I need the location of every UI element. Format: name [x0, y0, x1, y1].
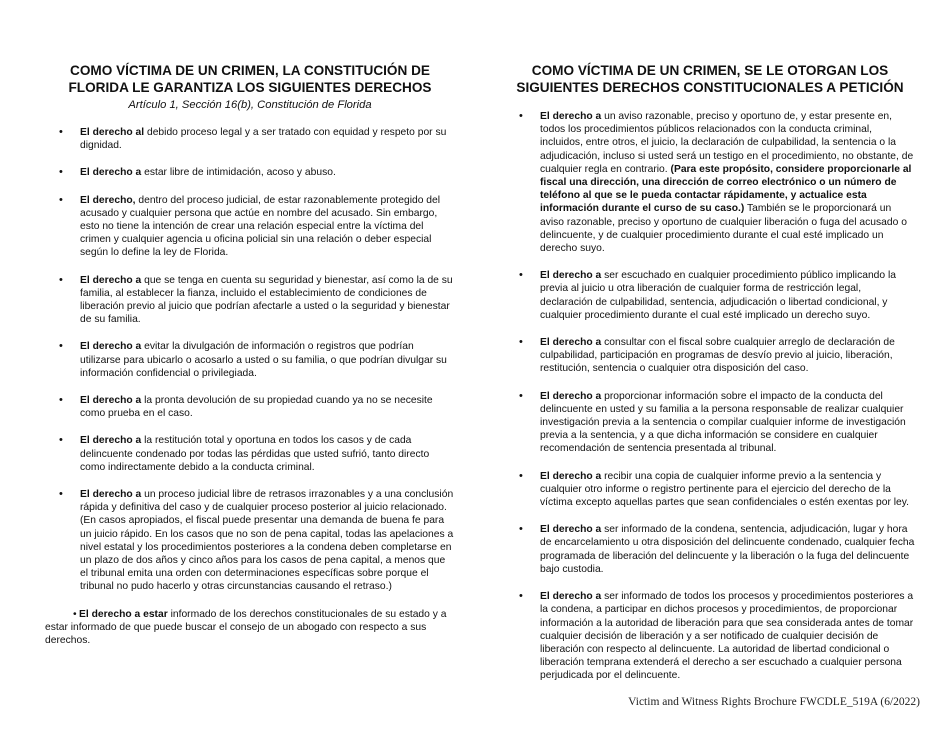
footer-document-id: Victim and Witness Rights Brochure FWCDLE_519A (6/2022) [628, 696, 920, 708]
list-item: • El derecho a estar informado de los derechos constitucionales de su estado y a estar informado de que puede buscar el consejo de un abogado con respecto a sus derechos. [45, 608, 447, 647]
list-item: • El derecho a que se tenga en cuenta su seguridad y bienestar, así como la de su familia, al establecer la fianza, incluido el establecimiento de condiciones de liberación previo al juicio que podrían afectarle a usted o la seguridad y bienestar de su familia. [45, 274, 455, 327]
list-item: • El derecho a ser escuchado en cualquier procedimiento público implicando la previa al juicio u otra liberación de cualquier forma de restricción legal, declaración de culpabilidad, sentencia, adjudicación o libertad condicional, y cualquier procedimiento durante el cual esté implicado un derecho suyo. [505, 269, 915, 322]
list-item: • El derecho a proporcionar información sobre el impacto de la conducta del delincuente en usted y su familia a la persona responsable de realizar cualquier investigación previa a la sentencia o compilar cualquier informe de investigación previa a la sentencia, y a que dicha información se considere en cualquier recomendación de sentencia presentada al tribunal. [505, 390, 915, 456]
right-heading: COMO VÍCTIMA DE UN CRIMEN, SE LE OTORGAN LOS SIGUIENTES DERECHOS CONSTITUCIONALES A PETICIÓN [516, 63, 904, 95]
list-item: • El derecho al debido proceso legal y a ser tratado con equidad y respeto por su dignidad. [45, 126, 455, 152]
list-item: • El derecho a recibir una copia de cualquier informe previo a la sentencia y cualquier otro informe o registro pertinente para el ejercicio del derecho de la víctima excepto aquellas partes que sean confidenciales o estén exentas por ley. [505, 470, 915, 510]
right-rights-list [505, 110, 915, 683]
left-heading: COMO VÍCTIMA DE UN CRIMEN, LA CONSTITUCIÓN DE FLORIDA LE GARANTIZA LOS SIGUIENTES DERECHOS [68, 63, 432, 95]
list-item: • El derecho a ser informado de la condena, sentencia, adjudicación, lugar y hora de encarcelamiento u otra disposición del delincuente condenado, cualquier fecha programada de liberación del delincuente y la liberación o la fuga del delincuente bajo custodia. [505, 523, 915, 576]
left-subtitle: Artículo 1, Sección 16(b), Constitución de Florida [128, 99, 372, 111]
list-item: • El derecho a un aviso razonable, preciso y oportuno de, y estar presente en, todos los procedimientos públicos relacionados con la conducta criminal, incluidos, entre otros, el juicio, la declaración de culpabilidad, la sentencia o la adjudicación, incluso si usted será un testigo en el procedimiento, no obstante, de cualquier regla en contrario. (Para este propósito, considere proporcionarle al fiscal una dirección, una dirección de correo electrónico o un número de teléfono al que se le pueda contactar rápidamente, y actualice esta información durante el curso de su caso.) También se le proporcionará un aviso razonable, preciso y oportuno de cualquier liberación o fuga del acusado o delincuente, y de cualquier procedimiento durante el cual esté implicado un derecho suyo. [505, 110, 915, 255]
list-item: • El derecho a evitar la divulgación de información o registros que podrían utilizarse para ubicarlo o acosarlo a usted o su familia, o que podrían divulgar su información confidencial o privilegiada. [45, 340, 455, 380]
list-item: • El derecho, dentro del proceso judicial, de estar razonablemente protegido del acusado y cualquier persona que actúe en nombre del acusado. Sin embargo, esto no tiene la intención de crear una relación especial entre la víctima del crimen y cualquier agencia u oficina policial sin una relación o deber especial según lo define la ley de Florida. [45, 194, 455, 260]
list-item: • El derecho a consultar con el fiscal sobre cualquier arreglo de declaración de culpabilidad, participación en programas de desvío previo al juicio, liberación, restitución, sentencia o cualquier otra disposición del caso. [505, 336, 915, 376]
list-item: • El derecho a ser informado de todos los procesos y procedimientos posteriores a la condena, a participar en dichos procesos y procedimientos, de proporcionar información a la autoridad de liberación para que sea considerada antes de tomar cualquier decisión de liberación y a ser notificado de cualquier decisión de liberación con respecto al delincuente. La autoridad de libertad condicional o liberación temprana extenderá el derecho a ser escuchado a cualquier persona perjudicada por el delincuente. [505, 590, 915, 682]
left-column [45, 0, 455, 661]
right-column [505, 0, 915, 697]
left-rights-list [45, 126, 455, 647]
list-item: • El derecho a la restitución total y oportuna en todos los casos y de cada delincuente condenado por todas las pérdidas que usted sufrió, tanto directo como indirectamente debido a la conducta criminal. [45, 434, 455, 474]
list-item: • El derecho a un proceso judicial libre de retrasos irrazonables y a una conclusión rápida y definitiva del caso y de cualquier proceso posterior al juicio relacionado. (En casos apropiados, el fiscal puede presentar una demanda de buena fe para un juicio rápido. En los casos que no son de pena capital, todas las apelaciones a nivel estatal y los procedimientos posteriores a la condena deben completarse en un plazo de dos años y cinco años para los casos de pena capital, a menos que el tribunal emita una orden con determinaciones específicas sobre porque el tribunal no pudo hacerlo y otras circunstancias causando el retraso.) [45, 488, 455, 594]
list-item: • El derecho a la pronta devolución de su propiedad cuando ya no se necesite como prueba en el caso. [45, 394, 455, 420]
list-item: • El derecho a estar libre de intimidación, acoso y abuso. [45, 166, 455, 179]
